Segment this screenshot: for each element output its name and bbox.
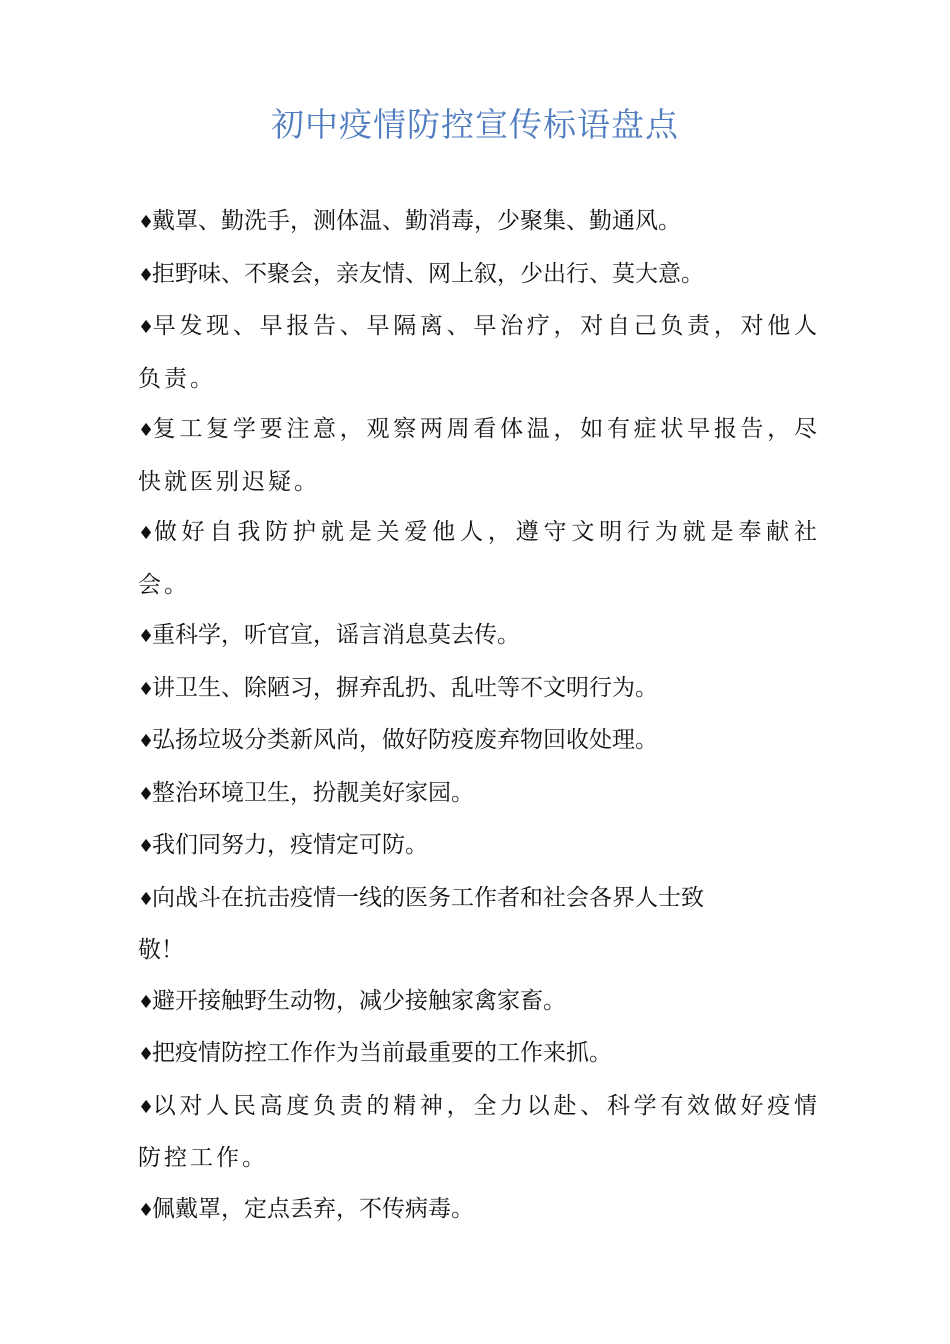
slogan-text: 佩戴罩，定点丢弃，不传病毒。 [152, 1195, 474, 1222]
slogan-list [138, 196, 820, 1236]
diamond-bullet-icon: ♦ [138, 1199, 155, 1221]
slogan-item [138, 663, 820, 716]
slogan-text: 复工复学要注意，观察两周看体温，如有症状早报告，尽快就医别迟疑。 [138, 416, 820, 495]
diamond-bullet-icon: ♦ [138, 212, 155, 233]
diamond-bullet-icon: ♦ [138, 836, 155, 857]
slogan-text: 拒野味、不聚会，亲友情、网上叙，少出行、莫大意。 [152, 260, 704, 287]
slogan-item [138, 1184, 820, 1237]
slogan-item [138, 196, 820, 249]
slogan-text: 向战斗在抗击疫情一线的医务工作者和社会各界人士致 敬！ [138, 884, 704, 963]
diamond-bullet-icon: ♦ [138, 523, 158, 544]
diamond-bullet-icon: ♦ [138, 731, 155, 752]
slogan-item [138, 249, 820, 302]
slogan-text: 整治环境卫生，扮靓美好家园。 [152, 779, 474, 806]
diamond-bullet-icon: ♦ [138, 317, 158, 338]
slogan-text: 做好自我防护就是关爱他人，遵守文明行为就是奉献社会。 [138, 519, 820, 598]
slogan-item [138, 301, 820, 404]
slogan-item [138, 768, 820, 821]
slogan-item [138, 610, 820, 663]
diamond-bullet-icon: ♦ [138, 991, 155, 1013]
slogan-item [138, 873, 820, 976]
diamond-bullet-icon: ♦ [138, 1096, 158, 1118]
slogan-text: 早发现、早报告、早隔离、早治疗，对自己负责，对他人负责。 [138, 313, 820, 392]
diamond-bullet-icon: ♦ [138, 888, 155, 910]
diamond-bullet-icon: ♦ [138, 783, 155, 805]
diamond-bullet-icon: ♦ [138, 678, 155, 700]
slogan-text: 弘扬垃圾分类新风尚，做好防疫废弃物回收处理。 [152, 727, 658, 753]
diamond-bullet-icon: ♦ [138, 264, 155, 286]
slogan-text: 避开接触野生动物，减少接触家禽家畜。 [152, 987, 566, 1014]
diamond-bullet-icon: ♦ [138, 1044, 155, 1065]
slogan-text: 讲卫生、除陋习，摒弃乱扔、乱吐等不文明行为。 [152, 674, 658, 701]
slogan-text: 戴罩、勤洗手，测体温、勤消毒，少聚集、勤通风。 [152, 208, 681, 234]
diamond-bullet-icon: ♦ [138, 420, 158, 441]
slogan-text: 重科学，听官宣，谣言消息莫去传。 [152, 622, 520, 648]
slogan-item [138, 507, 820, 610]
slogan-text: 把疫情防控工作作为当前最重要的工作来抓。 [152, 1040, 612, 1066]
slogan-text: 以对人民高度负责的精神，全力以赴、科学有效做好疫情防控工作。 [138, 1092, 820, 1171]
diamond-bullet-icon: ♦ [138, 626, 155, 647]
slogan-item [138, 715, 820, 768]
slogan-item [138, 404, 820, 507]
slogan-item [138, 820, 820, 873]
slogan-item [138, 976, 820, 1029]
slogan-item [138, 1028, 820, 1081]
slogan-text: 我们同努力，疫情定可防。 [152, 832, 428, 858]
document-title: 初中疫情防控宣传标语盘点 [271, 105, 679, 144]
slogan-item [138, 1081, 820, 1184]
